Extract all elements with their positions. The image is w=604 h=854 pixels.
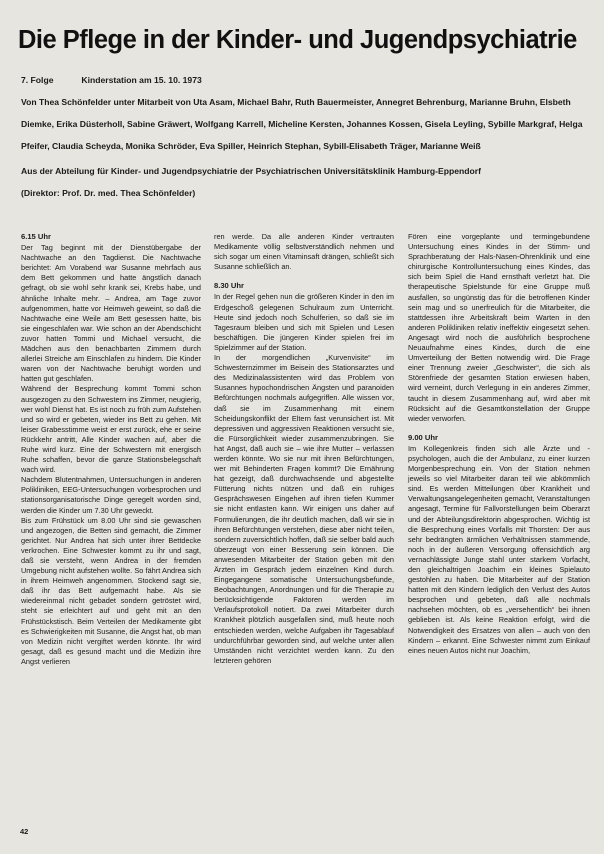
paragraph: In der Regel gehen nun die größeren Kinder in den im Erdgeschoß gelegenen Schulraum zum Unterricht. Heute sind jedoch noch Schulferien, so daß sie im Tagesraum bleiben und sich mit Spielen und Lesen beschäftigen. Die jüngeren Kinder spielen frei im Spielzimmer auf der Station. <box>214 292 394 352</box>
paragraph: ren werde. Da alle anderen Kinder vertrauten Medikamente völlig selbstverständlich nehmen und sich sogar um einen Vitaminsaft drängen, schließt sich Susanne schließlich an. <box>214 232 394 272</box>
paragraph: Im Kollegenkreis finden sich alle Ärzte und -psychologen, auch die der Ambulanz, zu einer kurzen Morgenbesprechung ein. Von der Station nehmen jeweils so viel Mitarbeiter daran teil wie abkömmlich sind. Es werden Mitteilungen über Krankheit und Verwaltungsangelegenheiten gemacht, Veranstaltungen angesagt, Termine für Fallvorstellungen beim Oberarzt und der Abteilungsdirektorin abgesprochen. Wichtig ist die Besprechung eines Vorfalls mit Thorsten: Der aus sehr bedrängten ärmlichen Verhältnissen stammende, noch in der äußeren Versorgung offensichtlich arg vernachlässigte Junge stahl unter starkem Vorfacht, den gleichaltrigen Joachim ein kleines Spielauto gestohlen zu haben. Die Mitarbeiter auf der Station hatten mit den Kindern lediglich den Verlust des Autos besprochen und gebeten, daß alle nochmals nachsehen möchten, ob es „versehentlich“ bei ihnen geblieben ist. Als keine Reaktion erfolgt, wird die Notwendigkeit des Ersatzes von allen – auch von den Kindern – erkannt. Eine Schwester nimmt zum Einkauf eines neuen Autos nicht nur Joachim, <box>408 443 590 655</box>
text-column-3 <box>408 232 590 656</box>
paragraph: Nachdem Blutentnahmen, Untersuchungen in anderen Polikliniken, EEG-Untersuchungen vorbesprochen und stationsorganisatorische Dinge geregelt worden sind, werden die Kinder um 7.30 Uhr geweckt. <box>21 475 201 515</box>
article-title: Die Pflege in der Kinder- und Jugendpsychiatrie <box>18 26 577 54</box>
paragraph: Während der Besprechung kommt Tommi schon ausgezogen zu den Schwestern ins Zimmer, neugierig, wer wohl Dienst hat. Es ist noch zu früh zum Aufstehen und so wird er gebeten, wieder ins Bett zu gehen. Mit leiser Grabesstimme weist er erst zurück, ehe er seine Rückkehr antritt, Alle Kinder wachen auf, aber die Ruhe wird kurz. Eine der Schwestern mit energisch Ruhe schaffen, bevor die ganze Stationsbelegschaft wach wird. <box>21 384 201 475</box>
text-column-2 <box>214 232 394 666</box>
time-heading: 8.30 Uhr <box>214 281 244 291</box>
series-number: 7. Folge <box>21 75 54 85</box>
time-heading: 6.15 Uhr <box>21 232 51 241</box>
text-column-1 <box>21 232 201 667</box>
paragraph: Fören eine vorgeplante und termingebundene Untersuchung eines Kindes in der Stimm- und Sprachberatung der Hals-Nasen-Ohrenklinik und eine chirurgische Kontrolluntersuchung eines Kindes, das sich beim Spiel die Hand ernsthaft verletzt hat. Die therapeutische Spielstunde für eine Gruppe muß ausfallen, so ungünstig das für die betroffenen Kinder sein mag und so unerfreulich für die Mitarbeiter, die stattdessen ihre Arbeitskraft beim Warten in den anderen Polikliniken relativ ineffektiv eingesetzt sehen. Angesagt wird noch die ausführlich besprochene Neuaufnahme eines Kindes, durch die eine Umverteilung der Betten notwendig wird. Die Frage einer Trennung zweier „Geschwister“, die sich als Störenfriede der gesamten Station erwiesen haben, wird verneint, durch Verlegung in ein anderes Zimmer, taucht in diesem Zusammenhang auf, wird aber mit Rücksicht auf die Gesamtkonstellation der Gruppe wieder verworfen. <box>408 232 590 423</box>
director-line: (Direktor: Prof. Dr. med. Thea Schönfelder) <box>21 188 196 198</box>
paragraph: In der morgendlichen „Kurvenvisite“ im Schwesternzimmer im Beisein des Stationsarztes und des Medizinalassistenten wird das Problem von Susannes hypochondrischen Ängsten und paranoiden Befürchtungen nochmals aufgegriffen. Alle wissen vor, daß sie im Zusammenhang mit einem Scheidungskonflikt der Eltern fast verunsichert ist. Mit depressiven und aggressiven Reaktionen versucht sie, die Fürsorglichkeit wieder zusammenzubringen. Sie hat Angst, daß auch sie – wie ihre Mutter – verlassen werden könnte. Wo sie nur mit ihren Befürchtungen, wer mit Behinderten Fragen kommt? Die Ernährung hat gezeigt, daß durchwachsende und abgestellte Fütterung nichts nützen und daß ein ruhiges Gesprächswesen Eingehen auf ihren tiefen Kummer sie nicht entlasten kann. Wir einigen uns daher auf Formulierungen, die ihr deutlich machen, daß wir sie in ihren Befürchtungen verstehen, diese aber nicht teilen, sondern zuversichtlich hoffen, daß sie selber bald auch überzeugt von einer Besserung sein können. Die anwesenden Mitarbeiter der Station geben mit den Ärzten im Gespräch jedem einzelnen Kind durch. Eingegangene somatische Untersuchungsbefunde, Beobachtungen, Anordnungen und für die Therapie zu berücksichtigende Faktoren werden im Verlaufsprotokoll notiert. Da zwei Mitarbeiter durch Krankheit plötzlich ausgefallen sind, muß heute noch entschieden werden, welche Aufgaben ihr Tagesablauf undurchführbar geworden sind, auf welche unter allen Umständen nicht verzichtet werden kann. Zu den letzteren gehören <box>214 353 394 665</box>
department-line: Aus der Abteilung für Kinder- und Jugendpsychiatrie der Psychiatrischen Universitätsklinik Hamburg-Eppendorf <box>21 166 482 176</box>
paragraph: Der Tag beginnt mit der Dienstübergabe der Nachtwache an den Tagdienst. Die Nachtwache berichtet: Am Vorabend war Susanne mehrfach aus dem Bett gekommen und hatte ängstlich danach gefragt, ob sie wohl sehr krank sei, Krebs habe, und ähnliche Inhalte mehr. – Andrea, am Tage zuvor aufgenommen, hatte vor Heimweh geweint, so daß die Nachtwache eine Weile am Bett gesessen hatte, bis sie eingeschlafen war. Wie schon an der Abendschicht zuvor hatten Tommi und Michael versucht, die Mädchen aus den benachbarten Zimmern durch allerlei Streiche am Einschlafen zu hindern. Die Kinder waren von der Nachtwache beruhigt worden und hatten gut geschlafen. <box>21 243 201 384</box>
paragraph: Bis zum Frühstück um 8.00 Uhr sind sie gewaschen und angezogen, die Betten sind gemacht, die Zimmer gerichtet. Nur Andrea hat sich unter ihrer Bettdecke verkrochen. Eine Schwester kommt zu ihr und sagt, daß sie versteht, wenn Andrea in der fremden Umgebung nicht aufstehen wollte. So fährt Andrea sich in ihrem Heimweh angenommen. Stockend sagt sie, daß ihr das Bett aufgemacht habe. Als sie wiedereinmal nicht gebadet sondern getröstet wird, steht sie erleichtert auf und geht mit an den Frühstückstisch. Beim Verteilen der Medikamente gibt es Schwierigkeiten mit Susanne, die Angst hat, ob man von Medizin nicht vergiftet werden könnte. Ihr wird gesagt, daß es gesund macht und die Medizin ihre Angst verlieren <box>21 515 201 666</box>
time-heading: 9.00 Uhr <box>408 432 438 442</box>
series-subtitle: Kinderstation am 15. 10. 1973 <box>81 75 202 85</box>
page-number: 42 <box>20 827 29 836</box>
author-list: Von Thea Schönfelder unter Mitarbeit von Uta Asam, Michael Bahr, Ruth Bauermeister, Annegret Behrenburg, Marianne Bruhn, Elsbeth Diemke, Erika Düsterholl, Sabine Gräwert, Wolfgang Karrell, Micheline Kersten, Johannes Kossen, Gisela Leyling, Sybille Markgraf, Helga Pfeifer, Claudia Scheyda, Monika Schröder, Eva Spiller, Heinrich Stephan, Sybill-Elisabeth Träger, Marianne Weiß <box>21 97 583 151</box>
series-line <box>21 70 591 91</box>
